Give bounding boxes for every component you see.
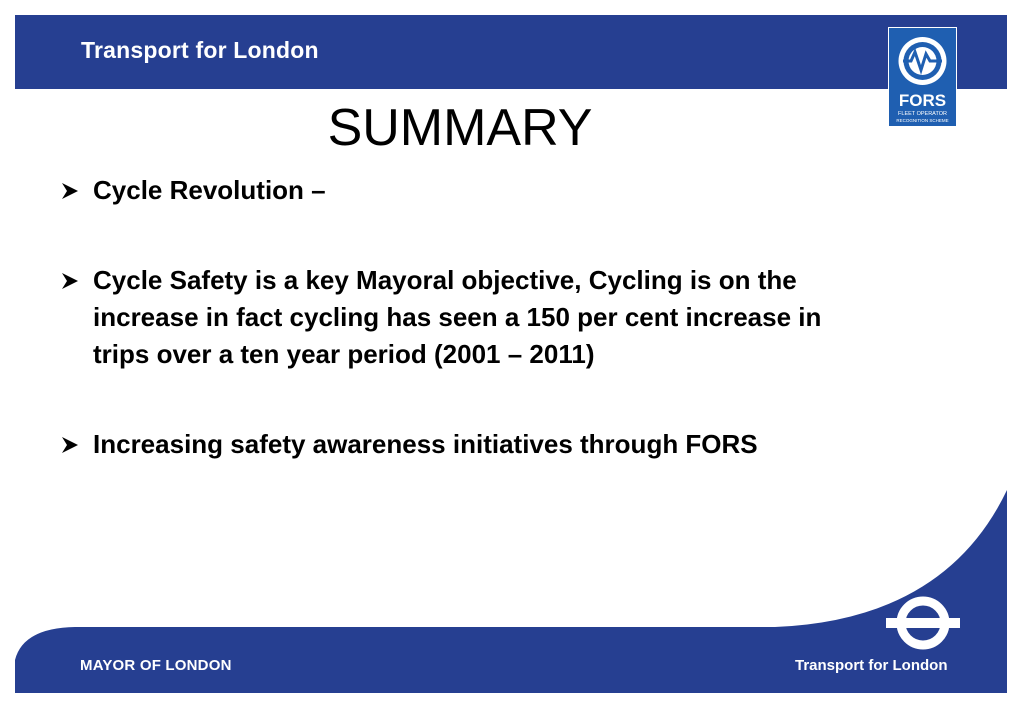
bullet-text: Increasing safety awareness initiatives through FORS bbox=[93, 429, 758, 459]
fors-logo bbox=[888, 27, 957, 127]
bullet-item bbox=[58, 262, 858, 373]
bullet-text: Cycle Safety is a key Mayoral objective, Cycling is on the increase in fact cycling has seen a 150 per cent increase in trips over a ten year period (2001 – 2011) bbox=[93, 265, 822, 369]
arrowhead-bullet-icon bbox=[60, 435, 80, 455]
arrowhead-bullet-icon bbox=[60, 271, 80, 291]
fors-logo-graphic bbox=[889, 28, 956, 126]
bullet-item bbox=[58, 426, 858, 463]
arrowhead-bullet-icon bbox=[60, 181, 80, 201]
fors-label: FORS bbox=[898, 91, 947, 110]
fors-sub-label-2: RECOGNITION SCHEME bbox=[896, 118, 949, 123]
bullet-item bbox=[58, 172, 858, 209]
tfl-roundel-icon bbox=[883, 593, 963, 653]
bullet-list bbox=[58, 172, 858, 516]
header-title: Transport for London bbox=[81, 37, 319, 63]
footer-tfl-text: Transport for London bbox=[795, 657, 948, 674]
header-bar bbox=[15, 15, 1007, 89]
mayor-of-london-text: MAYOR OF LONDON bbox=[80, 657, 232, 674]
fors-sub-label-1: FLEET OPERATOR bbox=[898, 111, 947, 117]
slide-title: SUMMARY bbox=[327, 99, 593, 157]
bullet-text: Cycle Revolution – bbox=[93, 175, 326, 205]
